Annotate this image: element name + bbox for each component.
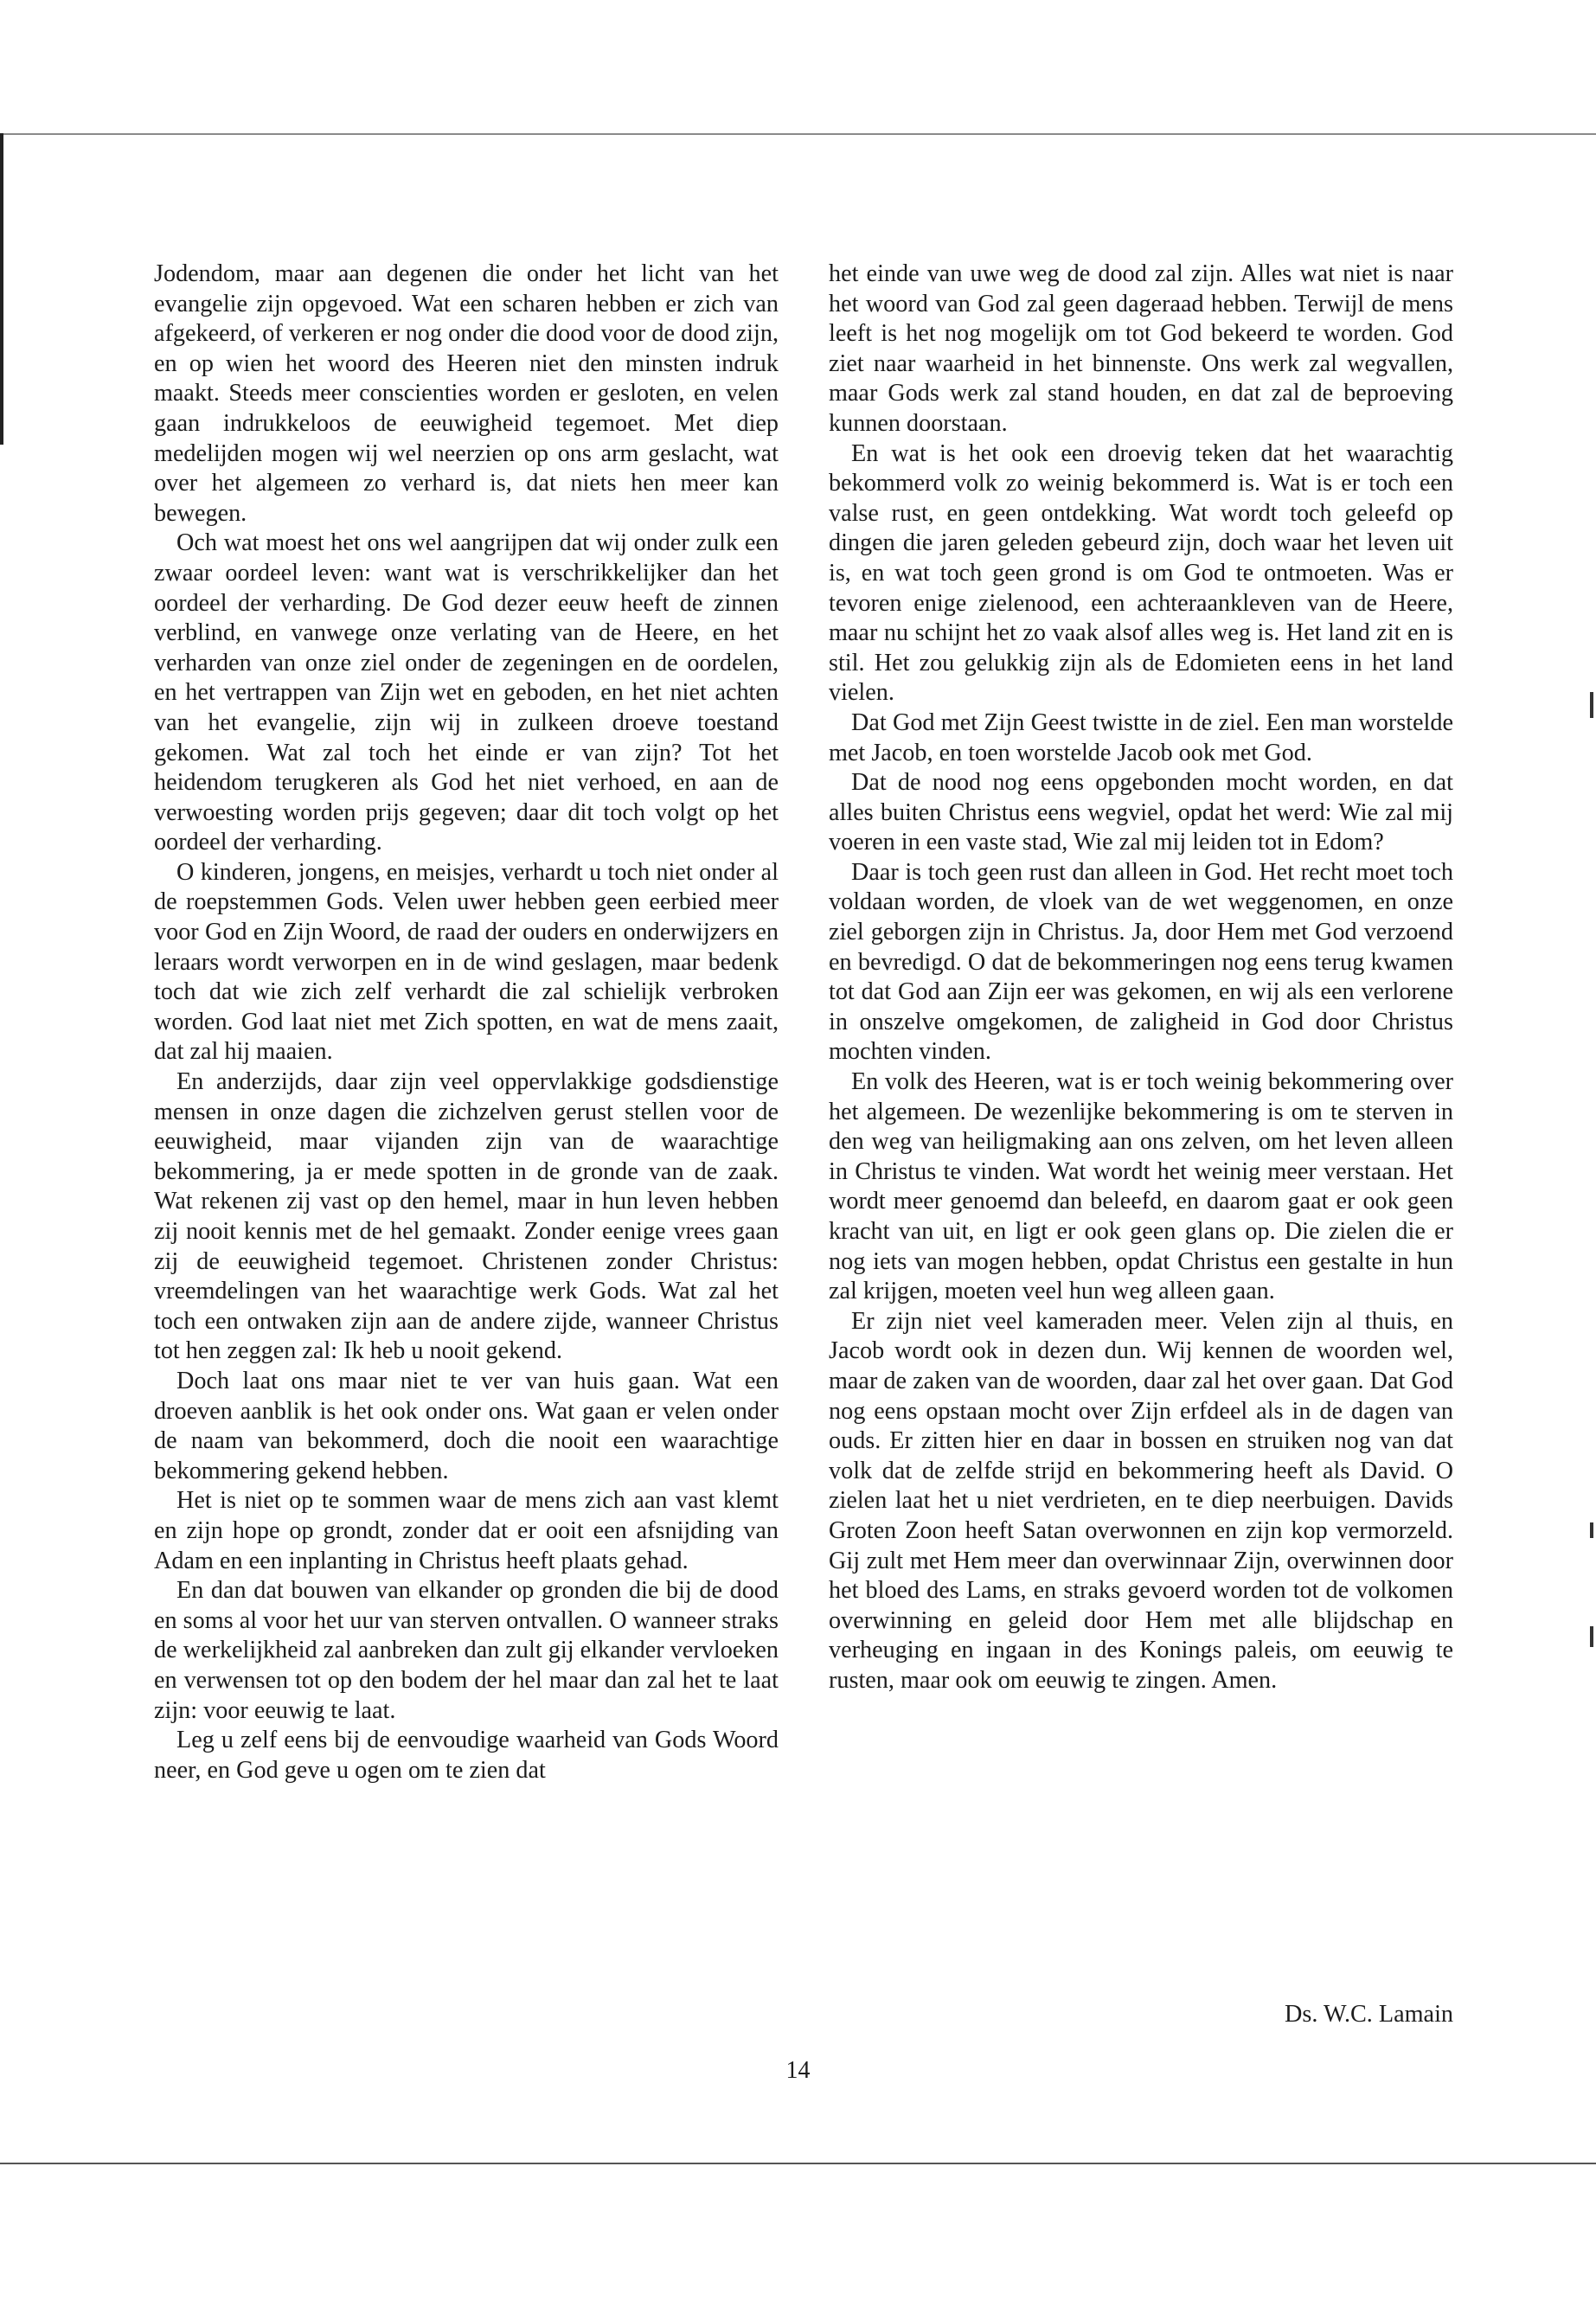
paragraph: Doch laat ons maar niet te ver van huis gaan. Wat een droeven aanblik is het ook onder ons. Wat gaan er velen onder de naam van bekommerd, doch die nooit een waarachtige bekommering gekend hebben. [154,1367,779,1484]
page-number: 14 [785,2057,811,2084]
author-signature: Ds. W.C. Lamain [1285,2001,1453,2028]
paragraph: Och wat moest het ons wel aangrijpen dat wij onder zulk een zwaar oordeel leven: want wat is verschrikkelijker dan het oordeel der verharding. De God dezer eeuw heeft de zinnen verblind, en vanwege onze verlating van de Heere, en het verharden van onze ziel onder de zegeningen en de oordelen, en het vertrappen van Zijn wet en geboden, en het niet achten van het evangelie, zijn wij in zulkeen droeve toestand gekomen. Wat zal toch het einde er van zijn? Tot het heidendom terugkeren als God het niet verhoed, en aan de verwoesting worden prijs gegeven; daar dit toch volgt op het oordeel der verharding. [154,529,779,856]
paragraph: Jodendom, maar aan degenen die onder het licht van het evangelie zijn opgevoed. Wat een scharen hebben er zich van afgekeerd, of verkeren er nog onder die dood voor de dood zijn, en op wien het woord des Heeren niet den minsten indruk maakt. Steeds meer conscienties worden er gesloten, en velen gaan indrukkeloos de eeuwigheid tegemoet. Met diep medelijden mogen wij wel neerzien op ons arm geslacht, wat over het algemeen zo verhard is, dat niets hen meer kan bewegen. [154,260,779,527]
paragraph: En dan dat bouwen van elkander op gronden die bij de dood en soms al voor het uur van sterven ontvallen. O wanneer straks de werkelijkheid zal aanbreken dan zult gij elkander vervloeken en verwensen tot op den bodem der hel maar dan zal het te laat zijn: voor eeuwig te laat. [154,1577,779,1724]
paragraph: En anderzijds, daar zijn veel oppervlakkige godsdienstige mensen in onze dagen die zichzelven gerust stellen voor de eeuwigheid, maar vijanden zijn van de waarachtige bekommering, ja er mede spotten in de gronde van de zaak. Wat rekenen zij vast op den hemel, maar in hun leven hebben zij nooit kennis met de hel gemaakt. Zonder eenige vrees gaan zij de eeuwigheid tegemoet. Christenen zonder Christus: vreemdelingen van het waarachtige werk Gods. Wat zal het toch een ontwaken zijn aan de andere zijde, wanneer Christus tot hen zeggen zal: Ik heb u nooit gekend. [154,1068,779,1365]
paragraph: Dat de nood nog eens opgebonden mocht worden, en dat alles buiten Christus eens wegviel, opdat het werd: Wie zal mij voeren in een vaste stad, Wie zal mij leiden tot in Edom? [829,769,1453,856]
margin-mark [1590,1626,1593,1647]
paragraph: En volk des Heeren, wat is er toch weinig bekommering over het algemeen. De wezenlijke bekommering is om te sterven in den weg van heiligmaking aan ons zelven, om het leven alleen in Christus te vinden. Wat wordt het weinig meer verstaan. Het wordt meer genoemd dan beleefd, en daarom gaat er ook geen kracht van uit, en ligt er ook geen glans op. Die zielen die er nog iets van mogen hebben, opdat Christus een gestalte in hun zal krijgen, moeten veel hun weg alleen gaan. [829,1068,1453,1305]
margin-mark [1590,692,1593,718]
right-text-column [829,260,1453,1696]
paragraph: En wat is het ook een droevig teken dat het waarachtig bekommerd volk zo weinig bekommerd is. Wat is er toch een valse rust, en geen ontdekking. Wat wordt toch geleefd op dingen die jaren geleden gebeurd zijn, doch waar het leven uit is, en wat toch geen grond is om God te ontmoeten. Was er tevoren enige zielenood, een achteraankleven van de Heere, maar nu schijnt het zo vaak alsof alles weg is. Het land zit en is stil. Het zou gelukkig zijn als de Edomieten eens in het land vielen. [829,439,1453,707]
left-edge-mark [0,133,3,445]
paragraph: Leg u zelf eens bij de eenvoudige waarheid van Gods Woord neer, en God geve u ogen om te zien dat [154,1727,779,1784]
left-text-column [154,260,779,1785]
paragraph: Dat God met Zijn Geest twistte in de ziel. Een man worstelde met Jacob, en toen worstelde Jacob ook met God. [829,708,1453,766]
paragraph: Er zijn niet veel kameraden meer. Velen zijn al thuis, en Jacob wordt ook in dezen dun. Wij kennen de woorden wel, maar de zaken van de woorden, daar zal het over gaan. Dat God nog eens opstaan mocht over Zijn erfdeel als in de dagen van ouds. Er zitten hier en daar in bossen en struiken nog van dat volk dat de zelfde strijd en bekommering heeft als David. O zielen laat het u niet verdrieten, en te diep neerbuigen. Davids Groten Zoon heeft Satan overwonnen en zijn kop vermorzeld. Gij zult met Hem meer dan overwinnaar Zijn, overwinnen door het bloed des Lams, en straks gevoerd worden tot de volkomen overwinning en geleid door Hem met alle blijdschap en verheuging en ingaan in des Konings paleis, om eeuwig te rusten, maar ook om eeuwig te zingen. Amen. [829,1307,1453,1694]
paragraph: Daar is toch geen rust dan alleen in God. Het recht moet toch voldaan worden, de vloek van de wet weggenomen, en onze ziel geborgen zijn in Christus. Ja, door Hem met God verzoend en bevredigd. O dat de bekommeringen nog eens terug kwamen tot dat God aan Zijn eer was gekomen, en wij als een verlorene in onszelve omgekomen, de zaligheid in God door Christus mochten vinden. [829,858,1453,1066]
bottom-border-line [0,2163,1596,2164]
paragraph: Het is niet op te sommen waar de mens zich aan vast klemt en zijn hope op grondt, zonder dat er ooit een afsnijding van Adam en een inplanting in Christus heeft plaats gehad. [154,1487,779,1574]
paragraph: het einde van uwe weg de dood zal zijn. Alles wat niet is naar het woord van God zal geen dageraad hebben. Terwijl de mens leeft is het nog mogelijk om tot God bekeerd te worden. God ziet naar waarheid in het binnenste. Ons werk zal wegvallen, maar Gods werk zal stand houden, en dat zal de beproeving kunnen doorstaan. [829,260,1453,437]
paragraph: O kinderen, jongens, en meisjes, verhardt u toch niet onder al de roepstemmen Gods. Velen uwer hebben geen eerbied meer voor God en Zijn Woord, de raad der ouders en onderwijzers en leraars wordt verworpen en in de wind geslagen, maar bedenk toch dat wie zich zelf verhardt die zal schielijk verbroken worden. God laat niet met Zich spotten, en wat de mens zaait, dat zal hij maaien. [154,858,779,1066]
top-border-line [0,133,1596,135]
margin-mark [1590,1522,1593,1538]
